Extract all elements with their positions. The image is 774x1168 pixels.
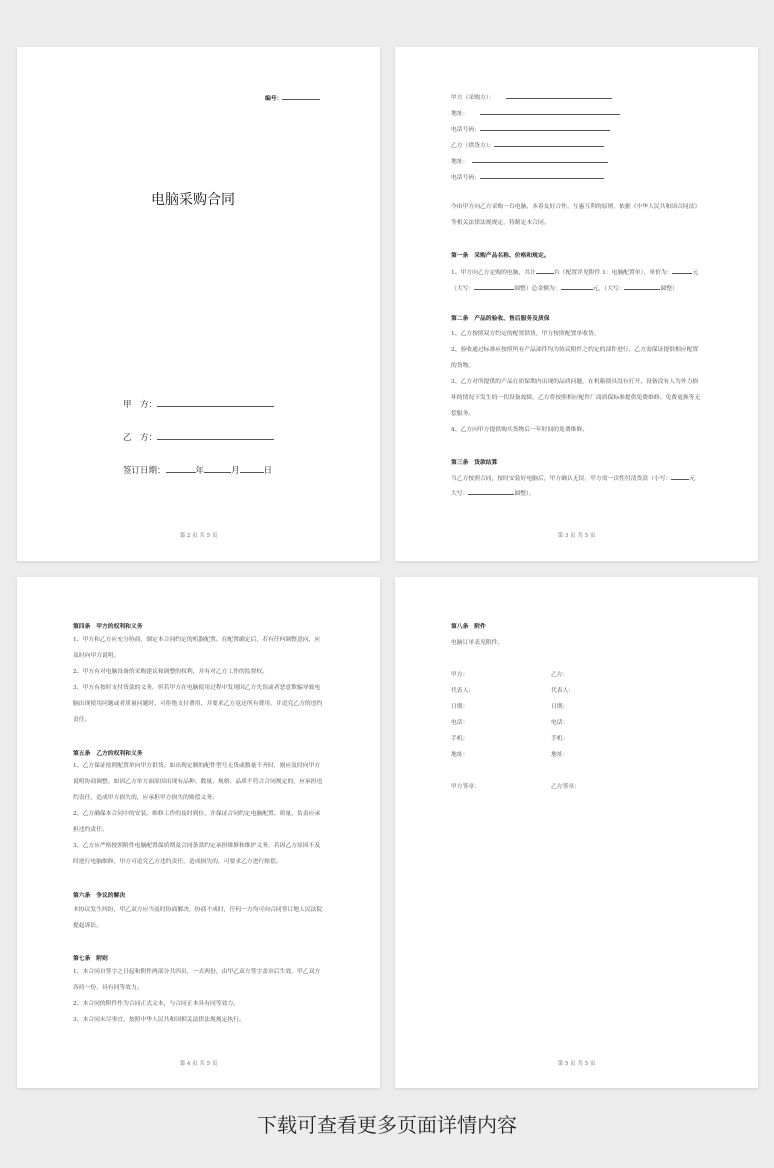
info-label: 甲方（采购方）： (451, 95, 495, 101)
party-b-field: 日期： (551, 704, 569, 710)
section-2-item-3: 3、乙方对所提供的产品在质保期内出现的品质问题，在机箱锁具没有打开、设备没有人为外力损坏的情况下发生的一切设备故障，乙方将按照相应配件厂商质保标准提供免费维修、免费更换等无偿服务。 (451, 379, 701, 417)
party-a-label: 甲 方： (123, 400, 158, 410)
section-5-title: 第五条 乙方的权利和义务 (73, 751, 143, 757)
info-label: 地址： (451, 159, 469, 165)
text-span: 圆整）总金额为： (514, 286, 561, 292)
text-span: 当乙方按照合同，按时安装好电脑后，甲方确认无误，甲方需一次性付清货款（小写： (451, 476, 672, 482)
page-footer: 第 3 页 共 5 页 (557, 533, 596, 539)
contract-page-terms-2 (17, 577, 380, 1088)
contract-number-blank (282, 93, 320, 100)
sign-date-row (123, 464, 272, 476)
page-footer: 第 4 页 共 5 页 (179, 1061, 218, 1067)
section-1-title: 第一条 采购产品名称、价格和规定。 (451, 253, 550, 259)
section-4-item-2: 2、甲方有对电脑设备的采购建议和调整的权利，并有对乙方工作的监督权。 (73, 669, 268, 675)
section-8-item-1: 电脑订单表见附件。 (451, 640, 504, 646)
page-footer: 第 2 页 共 5 页 (179, 533, 218, 539)
section-8-title: 第八条 附件 (451, 624, 486, 630)
party-a-row (123, 398, 274, 410)
text-span: 大写： (451, 491, 469, 497)
year-blank (166, 464, 196, 473)
info-label: 地址： (451, 111, 469, 117)
party-b-label: 乙 方： (123, 433, 158, 443)
section-7-item-2: 2、本合同的附件作为合同正式文本，与合同正本具有同等效力。 (73, 1001, 240, 1007)
month-blank (204, 464, 231, 473)
party-a-field: 日期： (451, 704, 469, 710)
sign-date-label: 签订日期： (123, 466, 166, 476)
section-7-title: 第七条 附则 (73, 956, 108, 962)
contract-page-terms-1 (395, 47, 758, 561)
section-4-item-1: 1、甲方和乙方应充分协商，制定本合同约定的机器配置。在配置确定后，若有任何调整意向，应及时向甲方说明。 (73, 637, 321, 659)
party-b-blank (157, 431, 274, 440)
section-2-title: 第二条 产品的验收、售后服务及质保 (451, 316, 550, 322)
day-label: 日 (263, 466, 273, 476)
text-span: 元 (692, 270, 699, 276)
info-row (451, 108, 620, 117)
info-blank (472, 156, 608, 163)
section-6-item-1: 本协议发生纠纷，甲乙双方应当及时协商解决，协商不成时，任何一方均可向合同签订地人民法院提起诉讼。 (73, 907, 323, 929)
blank (624, 283, 660, 290)
contract-number-row (265, 93, 320, 102)
section-2-item-2: 2、验收通过标准应按照所有产品部件均为协议附件之约定的部件进行，乙方需保证提供相应配置的货物。 (451, 347, 699, 369)
blank (671, 473, 689, 480)
text-span: 元，（大写： (592, 286, 625, 292)
text-span: 1、甲方向乙方定购的电脑，共计 (451, 270, 536, 276)
party-a-field: 地址： (451, 752, 469, 758)
party-a-field: 甲方： (451, 672, 469, 678)
party-b-field: 代表人： (551, 688, 575, 694)
party-b-field: 电话： (551, 720, 569, 726)
section-4-title: 第四条 甲方的权利和义务 (73, 624, 143, 630)
section-4-item-3: 3、甲方有按时支付货款的义务，但若甲方在电脑使用过程中发现因乙方失误或者恶意欺骗导致电脑出现使用问题或者质量问题时，可拒绝支付费用，并要求乙方返还所有费用，并追究乙方的违约责任。 (73, 685, 323, 723)
contract-page-signatures (395, 577, 758, 1088)
section-1-line-2 (451, 283, 678, 292)
info-row (451, 172, 604, 181)
section-7-item-3: 3、本合同未尽事宜，按照中华人民共和国相关法律法规规定执行。 (73, 1017, 245, 1023)
party-a-field: 代表人： (451, 688, 475, 694)
party-b-field: 手机： (551, 736, 569, 742)
text-span: 圆整） (660, 286, 678, 292)
party-a-field: 手机： (451, 736, 469, 742)
party-b-field: 地址： (551, 752, 569, 758)
contract-title: 电脑采购合同 (151, 192, 235, 208)
contract-number-label: 编号： (265, 96, 283, 102)
year-label: 年 (195, 466, 205, 476)
day-blank (240, 464, 264, 473)
info-blank (494, 140, 604, 147)
section-3-line-2 (451, 488, 535, 497)
party-a-seal: 甲方签章： (451, 784, 480, 790)
info-label: 乙方（供货方）： (451, 143, 495, 149)
info-row (451, 140, 604, 149)
text-span: 圆整）。 (514, 491, 535, 497)
party-a-field: 电话： (451, 720, 469, 726)
info-blank (480, 108, 620, 115)
party-b-field: 乙方： (551, 672, 569, 678)
blank (474, 283, 514, 290)
text-span: 台（配置详见附件 1：电脑配置单），单价为： (553, 270, 673, 276)
text-span: （大写： (451, 286, 475, 292)
section-5-item-1: 1、乙方保证按照配置单向甲方供货。如出现定制的配件型号无货或数量不齐时，则应及时向甲方说明协商调整。如因乙方单方面原因出现有品种、数量、规格、品质不符合合同规定的，应承担违约责任，造成甲方损失的，应承担甲方损失的赔偿义务。 (73, 763, 323, 801)
contract-page-cover (17, 47, 380, 561)
info-blank (480, 124, 610, 131)
blank (536, 267, 554, 274)
section-5-item-2: 2、乙方确保本合同中的安装、维修工作的及时到位，并保证合同约定电脑配置、质量，负责应承担违约责任。 (73, 811, 321, 833)
page-footer: 第 5 页 共 5 页 (557, 1061, 596, 1067)
intro-paragraph: 今由甲方向乙方采购一台电脑，本着友好合作，互惠互利的原则，依据《中华人民共和国合同法》等相关法律法规规定，特制定本合同。 (451, 204, 701, 226)
section-7-item-1: 1、本合同自签字之日起和附件两部分共四页，一式两份，由甲乙双方签字盖章后生效，甲乙双方各持一份，具有同等效力。 (73, 969, 321, 991)
party-b-row (123, 431, 274, 443)
section-2-item-1: 1、乙方按照双方约定的配置供货，甲方按照配置单收货。 (451, 331, 600, 337)
info-label: 电话号码： (451, 175, 480, 181)
info-row (451, 92, 612, 101)
info-row (451, 124, 610, 133)
section-3-title: 第三条 货款结算 (451, 460, 498, 466)
party-b-seal: 乙方签章： (551, 784, 580, 790)
blank (561, 283, 593, 290)
info-row (451, 156, 608, 165)
info-label: 电话号码： (451, 127, 480, 133)
blank (468, 488, 514, 495)
section-6-title: 第六条 争议的解决 (73, 893, 126, 899)
section-1-line-1 (451, 267, 698, 276)
text-span: 元 (689, 476, 696, 482)
download-caption: 下载可查看更多页面详情内容 (257, 1113, 517, 1137)
section-3-line-1 (451, 473, 695, 482)
section-2-item-4: 4、乙方向甲方提供购买货物后一年时间的免费维修。 (451, 427, 589, 433)
info-blank (480, 172, 604, 179)
party-a-blank (157, 398, 274, 407)
info-blank (506, 92, 612, 99)
month-label: 月 (231, 466, 240, 476)
blank (672, 267, 692, 274)
section-5-item-3: 3、乙方应严格按照附件电脑配置保质期及合同条款约定承担维修和维护义务，若因乙方原因不及时进行电脑维修，甲方可追究乙方违约责任，造成损失的，可要求乙方进行赔偿。 (73, 843, 321, 865)
